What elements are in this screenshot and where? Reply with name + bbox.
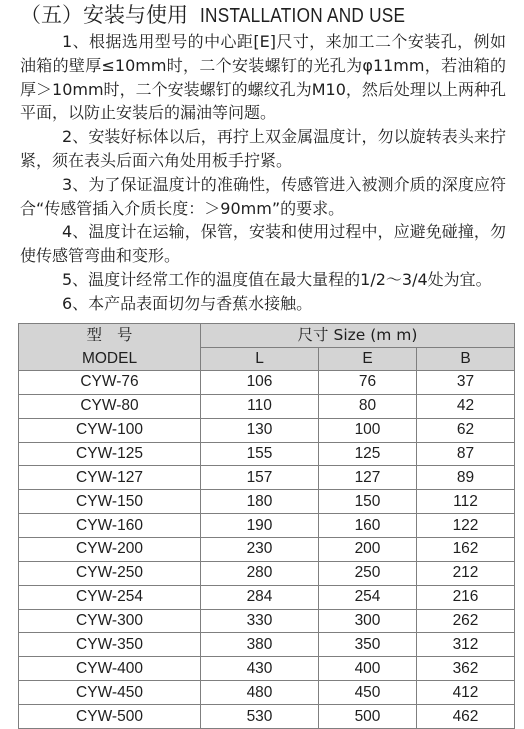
model-cell: CYW-250 — [19, 561, 201, 585]
model-cell: CYW-254 — [19, 585, 201, 609]
l-cell: 430 — [201, 657, 319, 681]
b-cell: 42 — [417, 394, 515, 418]
e-cell: 254 — [319, 585, 417, 609]
l-cell: 110 — [201, 394, 319, 418]
b-cell: 87 — [417, 442, 515, 466]
instructions — [20, 30, 506, 316]
model-cell: CYW-300 — [19, 609, 201, 633]
model-cell: CYW-200 — [19, 538, 201, 562]
paragraph-5 — [20, 268, 506, 292]
paragraph-4 — [20, 220, 506, 268]
b-cell: 37 — [417, 371, 515, 395]
table-row — [19, 681, 515, 705]
paragraph-1-line-2: 油箱的壁厚≤10mm时，二个安装螺钉的光孔为φ11mm，若油箱的 — [20, 55, 506, 75]
b-cell: 62 — [417, 418, 515, 442]
e-cell: 127 — [319, 466, 417, 490]
column-header-b: B — [417, 347, 515, 371]
paragraph-5-line-1: 5、温度计经常工作的温度值在最大量程的1/2～3/4处为宜。 — [62, 269, 492, 289]
l-cell: 190 — [201, 514, 319, 538]
paragraph-1-line-4: 平面，以防止安装后的漏油等问题。 — [20, 103, 277, 123]
section-title — [20, 2, 439, 28]
table-body — [19, 371, 515, 729]
e-cell: 80 — [319, 394, 417, 418]
l-cell: 230 — [201, 538, 319, 562]
paragraph-1 — [20, 30, 506, 125]
table-row — [19, 490, 515, 514]
table-row — [19, 657, 515, 681]
column-header-l: L — [201, 347, 319, 371]
table-row — [19, 514, 515, 538]
e-cell: 350 — [319, 633, 417, 657]
e-cell: 100 — [319, 418, 417, 442]
model-cell: CYW-76 — [19, 371, 201, 395]
e-cell: 400 — [319, 657, 417, 681]
l-cell: 280 — [201, 561, 319, 585]
spec-table — [18, 323, 515, 729]
model-cell: CYW-150 — [19, 490, 201, 514]
model-cell: CYW-100 — [19, 418, 201, 442]
model-cell: CYW-450 — [19, 681, 201, 705]
table-header-row-1 — [19, 324, 515, 348]
paragraph-6 — [20, 292, 506, 316]
e-cell: 300 — [319, 609, 417, 633]
table-row — [19, 609, 515, 633]
b-cell: 122 — [417, 514, 515, 538]
paragraph-2 — [20, 125, 506, 173]
paragraph-1-line-1: 1、根据选用型号的中心距[E]尺寸，来加工二个安装孔，例如 — [62, 32, 506, 51]
table-row — [19, 371, 515, 395]
l-cell: 157 — [201, 466, 319, 490]
l-cell: 330 — [201, 609, 319, 633]
l-cell: 530 — [201, 705, 319, 729]
table-row — [19, 442, 515, 466]
b-cell: 462 — [417, 705, 515, 729]
l-cell: 480 — [201, 681, 319, 705]
b-cell: 212 — [417, 561, 515, 585]
model-cell: CYW-80 — [19, 394, 201, 418]
b-cell: 89 — [417, 466, 515, 490]
paragraph-3 — [20, 173, 506, 221]
b-cell: 362 — [417, 657, 515, 681]
table-row — [19, 585, 515, 609]
b-cell: 216 — [417, 585, 515, 609]
model-header-cn: 型 号 — [86, 326, 133, 344]
b-cell: 162 — [417, 538, 515, 562]
model-cell: CYW-127 — [19, 466, 201, 490]
e-cell: 450 — [319, 681, 417, 705]
e-cell: 500 — [319, 705, 417, 729]
table-row — [19, 633, 515, 657]
model-cell: CYW-500 — [19, 705, 201, 729]
l-cell: 180 — [201, 490, 319, 514]
table-row — [19, 705, 515, 729]
model-header — [19, 324, 201, 371]
table-row — [19, 418, 515, 442]
b-cell: 412 — [417, 681, 515, 705]
paragraph-6-line-1: 6、本产品表面切勿与香蕉水接触。 — [62, 293, 313, 313]
paragraph-2-line-1: 2、安装好标体以后，再拧上双金属温度计，勿以旋转表头来拧 — [62, 127, 506, 147]
l-cell: 106 — [201, 371, 319, 395]
size-header: 尺寸 Size (m m) — [201, 324, 515, 348]
paragraph-3-line-2: 合“传感管插入介质长度：＞90mm”的要求。 — [20, 198, 345, 218]
model-cell: CYW-350 — [19, 633, 201, 657]
b-cell: 312 — [417, 633, 515, 657]
section-title-en: INSTALLATION AND USE — [200, 5, 406, 27]
section-title-cn: （五）安装与使用 — [20, 3, 188, 27]
table-row — [19, 466, 515, 490]
b-cell: 262 — [417, 609, 515, 633]
table-row — [19, 561, 515, 585]
paragraph-3-line-1: 3、为了保证温度计的准确性，传感管进入被测介质的深度应符 — [62, 174, 506, 194]
table-row — [19, 538, 515, 562]
l-cell: 155 — [201, 442, 319, 466]
e-cell: 250 — [319, 561, 417, 585]
paragraph-2-line-2: 紧，须在表头后面六角处用板手拧紧。 — [20, 150, 293, 170]
column-header-e: E — [319, 347, 417, 371]
e-cell: 76 — [319, 371, 417, 395]
l-cell: 380 — [201, 633, 319, 657]
model-cell: CYW-400 — [19, 657, 201, 681]
model-header-en: MODEL — [81, 350, 138, 367]
e-cell: 160 — [319, 514, 417, 538]
model-cell: CYW-160 — [19, 514, 201, 538]
e-cell: 200 — [319, 538, 417, 562]
paragraph-4-line-1: 4、温度计在运输，保管，安装和使用过程中，应避免碰撞，勿 — [62, 222, 506, 242]
table-header — [19, 324, 515, 371]
paragraph-4-line-2: 使传感管弯曲和变形。 — [20, 246, 181, 266]
b-cell: 112 — [417, 490, 515, 514]
l-cell: 130 — [201, 418, 319, 442]
paragraph-1-line-3: 厚＞10mm时，二个安装螺钉的螺纹孔为M10，然后处理以上两种孔 — [20, 79, 506, 99]
e-cell: 150 — [319, 490, 417, 514]
l-cell: 284 — [201, 585, 319, 609]
model-cell: CYW-125 — [19, 442, 201, 466]
table-row — [19, 394, 515, 418]
e-cell: 125 — [319, 442, 417, 466]
